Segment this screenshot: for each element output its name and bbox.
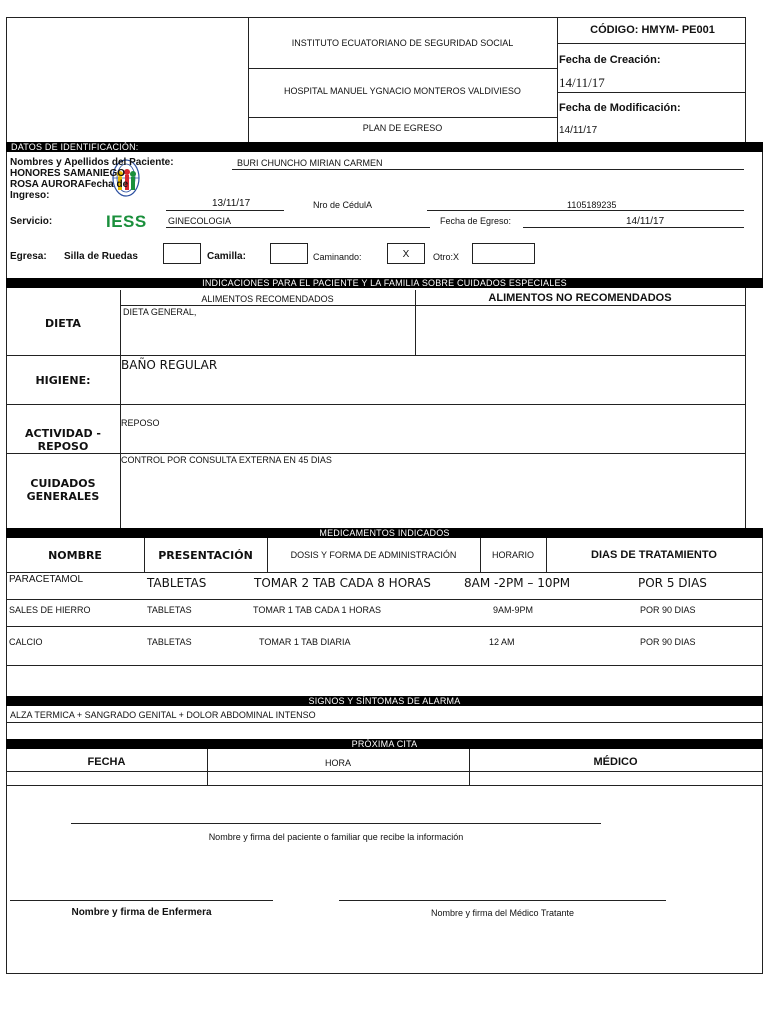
wheelchair-checkbox[interactable] bbox=[163, 243, 201, 264]
med-row-2-days: POR 90 DIAS bbox=[640, 605, 696, 615]
id-number: 1105189235 bbox=[567, 200, 617, 210]
discharge-date: 14/11/17 bbox=[626, 216, 665, 227]
admission-date: 13/11/17 bbox=[212, 198, 251, 209]
patient-name: BURI CHUNCHO MIRIAN CARMEN bbox=[237, 158, 383, 168]
other-checkbox[interactable] bbox=[472, 243, 535, 264]
walking-checkbox[interactable] bbox=[387, 243, 425, 264]
patient-signature-label: Nombre y firma del paciente o familiar que recibe la información bbox=[208, 832, 464, 842]
modification-date: 14/11/17 bbox=[559, 125, 598, 136]
med-row-3-days: POR 90 DIAS bbox=[640, 637, 696, 647]
med-row-1-days: POR 5 DIAS bbox=[638, 576, 707, 590]
doctor-signature-label: Nombre y firma del Médico Tratante bbox=[430, 908, 575, 918]
discharge-date-label: Fecha de Egreso: bbox=[440, 216, 512, 226]
appointment-doctor-label: MÉDICO bbox=[593, 756, 638, 768]
hospital-name: HOSPITAL MANUEL YGNACIO MONTEROS VALDIVIESO bbox=[284, 86, 521, 96]
hygiene-value: BAÑO REGULAR bbox=[121, 358, 218, 372]
patient-name-extra-1: HONORES SAMANIEGO bbox=[10, 168, 126, 179]
med-row-2-name: SALES DE HIERRO bbox=[9, 605, 91, 615]
institute-name: INSTITUTO ECUATORIANO DE SEGURIDAD SOCIAL bbox=[291, 38, 514, 48]
alarm-signs-section-bar bbox=[6, 696, 763, 706]
stretcher-checkbox[interactable] bbox=[270, 243, 308, 264]
nurse-signature-line[interactable] bbox=[10, 900, 273, 901]
medications-section-bar bbox=[6, 528, 763, 538]
stretcher-label: Camilla: bbox=[207, 251, 246, 262]
med-col-name: NOMBRE bbox=[48, 549, 102, 562]
med-row-1-presentation: TABLETAS bbox=[147, 576, 207, 590]
admission-label: Ingreso: bbox=[10, 190, 50, 201]
diet-value: DIETA GENERAL, bbox=[123, 307, 197, 317]
med-row-3-presentation: TABLETAS bbox=[147, 637, 192, 647]
modification-date-label: Fecha de Modificación: bbox=[559, 102, 681, 114]
med-row-3-schedule: 12 AM bbox=[489, 637, 515, 647]
activity-value: REPOSO bbox=[121, 418, 160, 428]
walking-label: Caminando: bbox=[313, 252, 362, 262]
next-appointment-section-title: PRÓXIMA CITA bbox=[351, 739, 418, 749]
med-row-1-dose: TOMAR 2 TAB CADA 8 HORAS bbox=[254, 576, 431, 590]
service-value: GINECOLOGIA bbox=[168, 216, 232, 226]
nurse-signature-label: Nombre y firma de Enfermera bbox=[71, 907, 212, 918]
care-label-2: GENERALES bbox=[26, 490, 100, 503]
med-row-1-name: PARACETAMOL bbox=[9, 574, 84, 585]
recommended-foods-label: ALIMENTOS RECOMENDADOS bbox=[201, 294, 334, 304]
not-recommended-foods-label: ALIMENTOS NO RECOMENDADOS bbox=[488, 292, 672, 304]
patient-name-extra-2: ROSA AURORAFecha de bbox=[10, 179, 129, 190]
discharge-mode-label: Egresa: bbox=[10, 251, 47, 262]
identification-section-bar bbox=[6, 142, 763, 152]
service-label: Servicio: bbox=[10, 216, 53, 227]
identification-section-title: DATOS DE IDENTIFICACIÓN: bbox=[11, 142, 139, 152]
med-col-days: DIAS DE TRATAMIENTO bbox=[591, 549, 717, 561]
indications-section-title: INDICACIONES PARA EL PACIENTE Y LA FAMILIA SOBRE CUIDADOS ESPECIALES bbox=[202, 278, 567, 288]
med-row-1-schedule: 8AM -2PM – 10PM bbox=[464, 576, 571, 590]
activity-label-1: ACTIVIDAD - bbox=[25, 427, 101, 440]
creation-date-label: Fecha de Creación: bbox=[559, 54, 661, 66]
document-code: CÓDIGO: HMYM- PE001 bbox=[590, 24, 715, 36]
med-row-3-dose: TOMAR 1 TAB DIARIA bbox=[259, 637, 351, 647]
care-value: CONTROL POR CONSULTA EXTERNA EN 45 DIAS bbox=[121, 455, 332, 465]
med-row-2-dose: TOMAR 1 TAB CADA 1 HORAS bbox=[253, 605, 382, 615]
document-title: PLAN DE EGRESO bbox=[362, 123, 443, 133]
hygiene-label: HIGIENE: bbox=[35, 374, 91, 387]
care-label-1: CUIDADOS bbox=[30, 477, 96, 490]
med-row-2-schedule: 9AM-9PM bbox=[493, 605, 534, 615]
alarm-signs-section-title: SIGNOS Y SÍNTOMAS DE ALARMA bbox=[308, 696, 461, 706]
patient-signature-line[interactable] bbox=[71, 823, 601, 824]
walking-value: X bbox=[402, 249, 410, 260]
med-row-3-name: CALCIO bbox=[9, 637, 43, 647]
alarm-signs-value: ALZA TERMICA + SANGRADO GENITAL + DOLOR ABDOMINAL INTENSO bbox=[10, 710, 316, 720]
med-row-2-presentation: TABLETAS bbox=[147, 605, 192, 615]
creation-date: 14/11/17 bbox=[559, 75, 605, 90]
patient-name-label: Nombres y Apellidos del Paciente: bbox=[10, 157, 174, 168]
appointment-date-label: FECHA bbox=[87, 756, 126, 768]
other-label: Otro:X bbox=[433, 252, 460, 262]
appointment-time-label: HORA bbox=[324, 758, 351, 768]
med-col-schedule: HORARIO bbox=[491, 550, 534, 560]
next-appointment-section-bar bbox=[6, 739, 763, 749]
wheelchair-label: Silla de Ruedas bbox=[64, 251, 138, 262]
medications-section-title: MEDICAMENTOS INDICADOS bbox=[319, 528, 450, 538]
id-number-label: Nro de CédulA bbox=[313, 200, 373, 210]
med-col-dose: DOSIS Y FORMA DE ADMINISTRACIÓN bbox=[290, 550, 457, 560]
doctor-signature-line[interactable] bbox=[339, 900, 666, 901]
activity-label-2: REPOSO bbox=[37, 440, 89, 453]
diet-label: DIETA bbox=[45, 317, 81, 330]
med-col-presentation: PRESENTACIÓN bbox=[158, 549, 253, 562]
indications-section-bar bbox=[6, 278, 763, 288]
iess-logo-text: IESS bbox=[106, 212, 147, 231]
